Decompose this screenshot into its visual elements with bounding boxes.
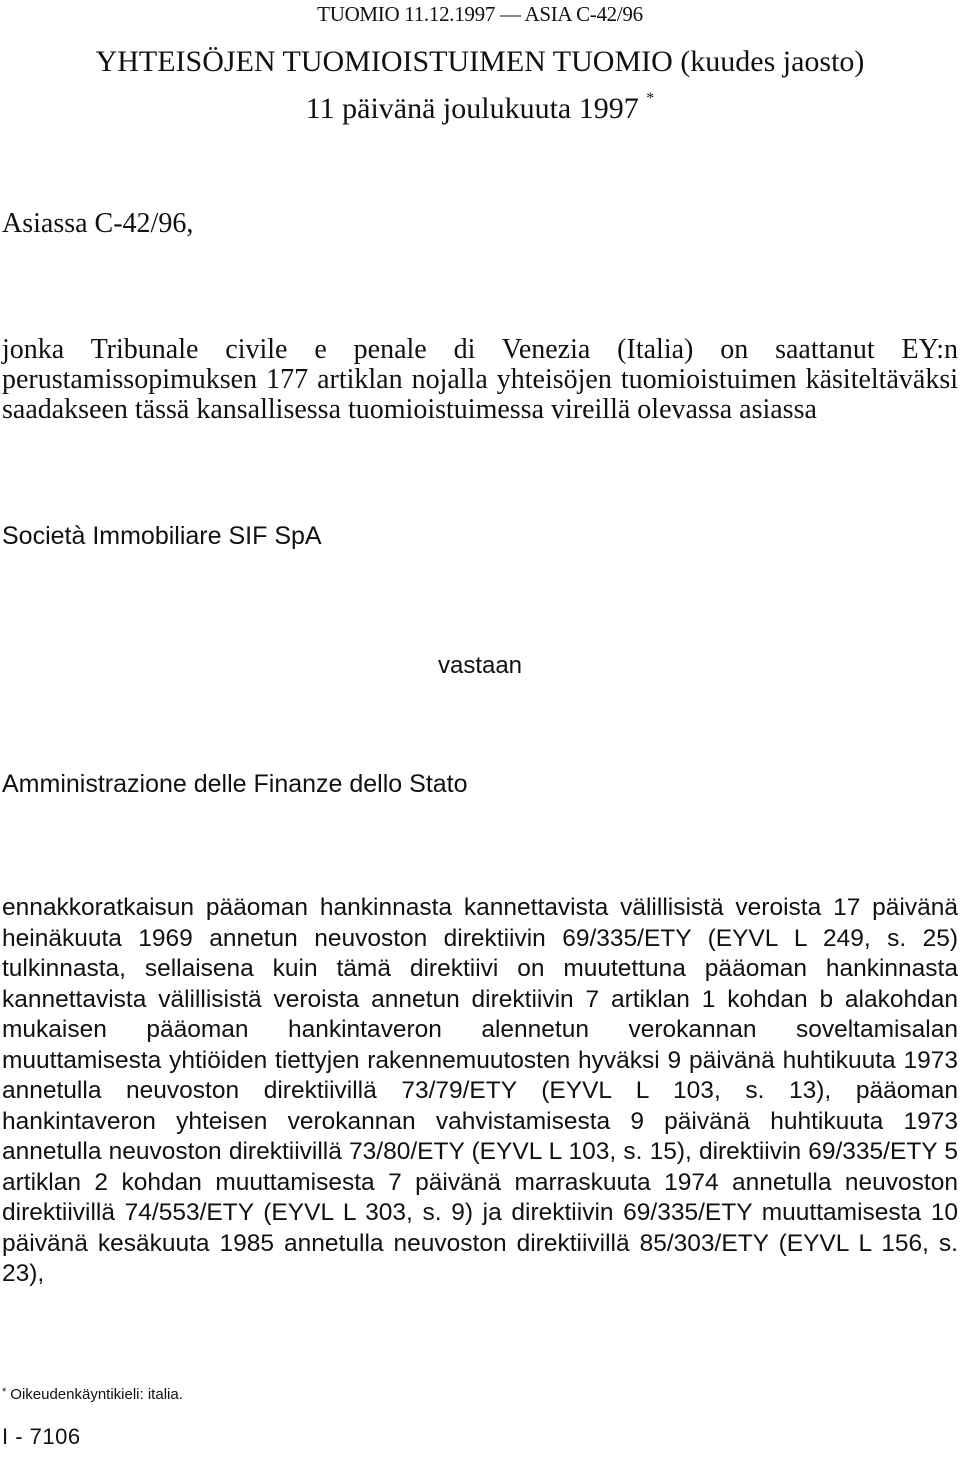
intro-paragraph: jonka Tribunale civile e penale di Venezia (Italia) on saattanut EY:n perustamissopimuksen 177 artiklan nojalla yhteisöjen tuomioistuimen käsiteltäväksi saadakseen tässä kansallisessa tuomioistuimessa vireillä olevassa asiassa — [2, 334, 958, 425]
running-head: TUOMIO 11.12.1997 — ASIA C-42/96 — [317, 2, 643, 26]
footnote-text: Oikeudenkäyntikieli: italia. — [10, 1386, 183, 1403]
defendant-party: Amministrazione delle Finanze dello Stato — [2, 770, 468, 798]
judgment-title: YHTEISÖJEN TUOMIOISTUIMEN TUOMIO (kuudes jaosto) — [95, 45, 865, 78]
footnote — [2, 1386, 183, 1403]
applicant-party: Società Immobiliare SIF SpA — [2, 522, 322, 550]
judgment-date-text: 11 päivänä joulukuuta 1997 — [305, 92, 639, 125]
judgment-date — [0, 92, 960, 126]
page-number: I - 7106 — [2, 1424, 81, 1449]
reference-paragraph: ennakkoratkaisun pääoman hankinnasta kannettavista välillisistä veroista 17 päivänä heinäkuuta 1969 annetun neuvoston direktiivin 69/335/ETY (EYVL L 249, s. 25) tulkinnasta, sellaisena kuin tämä direktiivi on muutettuna pääoman hankinnasta kannettavista välillisistä veroista annetun direktiivin 7 artiklan 1 kohdan b alakohdan mukaisen pääoman hankintaveron alennetun verokannan soveltamisalan muuttamisesta yhtiöiden tiettyjen rakennemuutosten hyväksi 9 päivänä huhtikuuta 1973 annetulla neuvoston direktiivillä 73/79/ETY (EYVL L 103, s. 13), pääoman hankintaveron yhteisen verokannan vahvistamisesta 9 päivänä huhtikuuta 1973 annetulla neuvoston direktiivillä 73/80/ETY (EYVL L 103, s. 15), direktiivin 69/335/ETY 5 artiklan 2 kohdan muuttamisesta 7 päivänä marraskuuta 1974 annetulla neuvoston direktiivillä 74/553/ETY (EYVL L 303, s. 9) ja direktiivin 69/335/ETY muuttamisesta 10 päivänä kesäkuuta 1985 annetulla neuvoston direktiivillä 85/303/ETY (EYVL L 156, s. 23), — [2, 894, 958, 1287]
case-reference: Asiassa C-42/96, — [2, 208, 194, 239]
versus-label: vastaan — [437, 652, 523, 679]
footnote-marker: * — [2, 1386, 7, 1398]
footnote-reference: * — [646, 90, 655, 107]
